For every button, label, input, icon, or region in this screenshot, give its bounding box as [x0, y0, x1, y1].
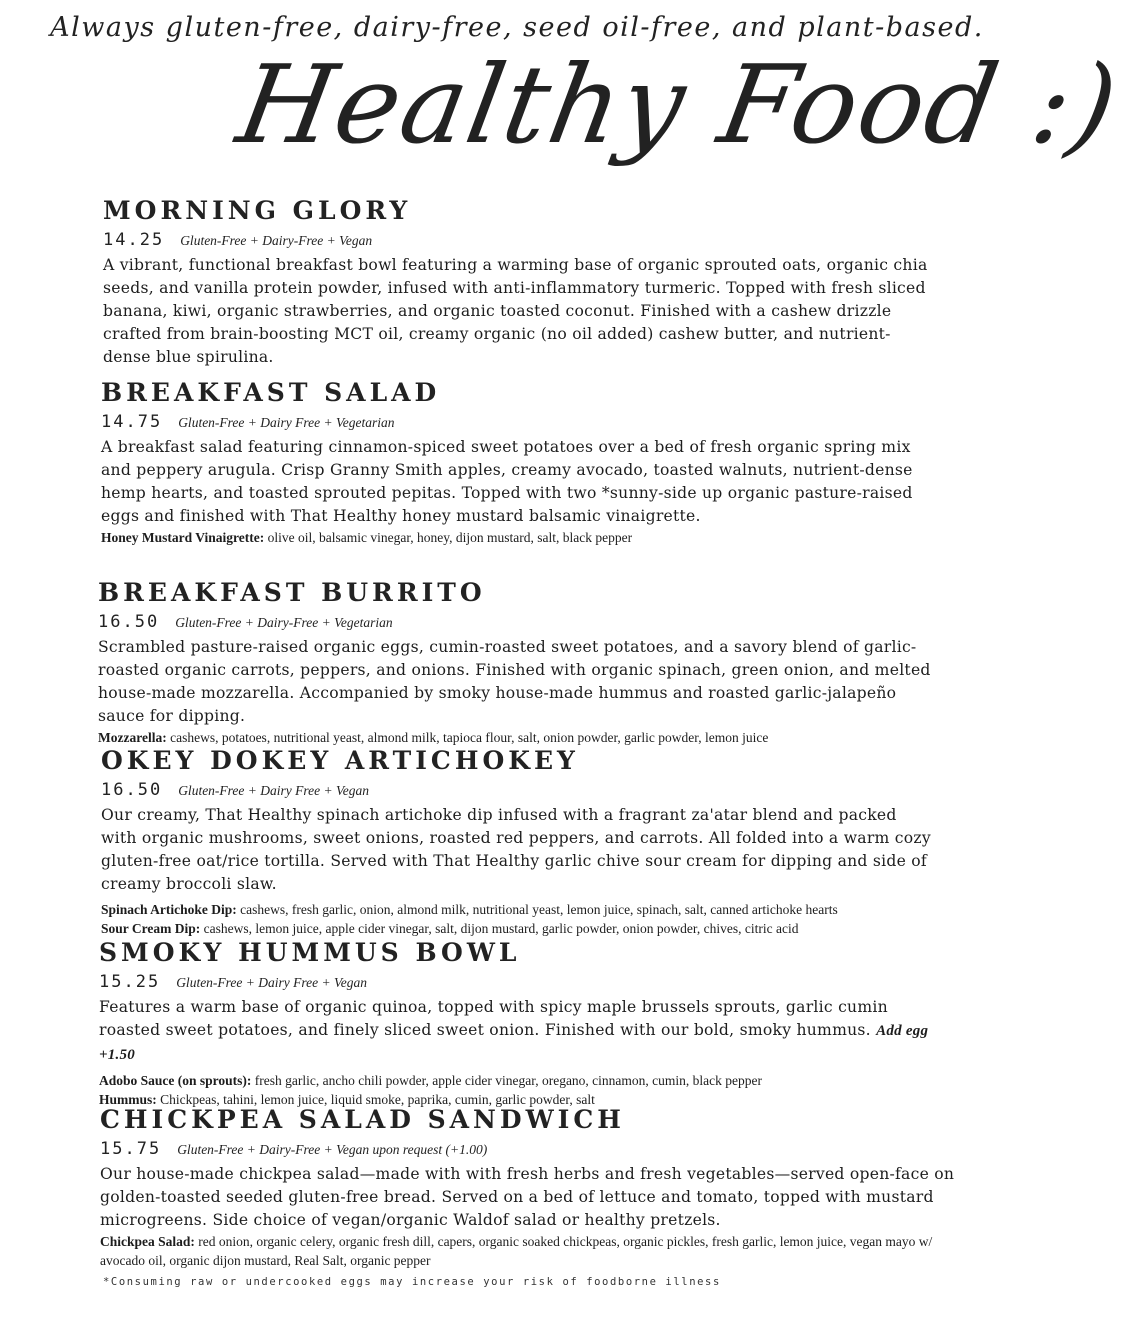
item-name: CHICKPEA SALAD SANDWICH	[100, 1105, 625, 1134]
ingredient-text: cashews, lemon juice, apple cider vinegar, salt, dijon mustard, garlic powder, onion powder, chives, citric acid	[203, 921, 799, 936]
ingredient-label: Adobo Sauce (on sprouts):	[99, 1073, 252, 1088]
description-text: Features a warm base of organic quinoa, topped with spicy maple brussels sprouts, garlic cumin roasted sweet potatoes, and finely sliced sweet onion. Finished with our bold, smoky hummus.	[99, 998, 888, 1039]
price-row	[98, 610, 938, 635]
dietary-tags: Gluten-Free + Dairy Free + Vegetarian	[178, 415, 395, 430]
dietary-tags: Gluten-Free + Dairy Free + Vegan	[178, 783, 369, 798]
item-description	[99, 996, 929, 1067]
ingredient-text: red onion, organic celery, organic fresh dill, capers, organic soaked chickpeas, organic pickles, fresh garlic, lemon juice, vegan mayo w/ avocado oil, organic dijon mustard, Real Salt, organic pepper	[100, 1234, 933, 1268]
ingredient-line	[101, 528, 921, 547]
egg-disclaimer: *Consuming raw or undercooked eggs may increase your risk of foodborne illness	[103, 1276, 721, 1288]
menu-title: Healthy Food :)	[229, 43, 1128, 168]
item-description: A vibrant, functional breakfast bowl featuring a warming base of organic sprouted oats, organic chia seeds, and vanilla protein powder, infused with anti-inflammatory turmeric. Topped with fresh sliced banana, kiwi, organic strawberries, and organic toasted coconut. Finished with a cashew drizzle crafted from brain-boosting MCT oil, creamy organic (no oil added) cashew butter, and nutrient-dense blue spirulina.	[103, 256, 928, 366]
item-price: 15.75	[100, 1139, 162, 1159]
ingredient-label: Honey Mustard Vinaigrette:	[101, 530, 265, 545]
dietary-tags: Gluten-Free + Dairy Free + Vegan	[176, 975, 367, 990]
dietary-tags: Gluten-Free + Dairy-Free + Vegetarian	[175, 615, 393, 630]
ingredient-text: cashews, potatoes, nutritional yeast, almond milk, tapioca flour, salt, onion powder, garlic powder, lemon juice	[170, 730, 769, 745]
ingredient-line	[100, 1232, 980, 1270]
item-description: A breakfast salad featuring cinnamon-spiced sweet potatoes over a bed of fresh organic spring mix and peppery arugula. Crisp Granny Smith apples, creamy avocado, toasted walnuts, nutrient-dense hemp hearts, and toasted sprouted pepitas. Topped with two *sunny-side up organic pasture-raised eggs and finished with That Healthy honey mustard balsamic vinaigrette.	[101, 438, 913, 525]
menu-item-chickpea-salad-sandwich	[100, 1105, 980, 1270]
ingredient-line	[101, 900, 971, 919]
dietary-tags: Gluten-Free + Dairy-Free + Vegan upon request (+1.00)	[177, 1142, 488, 1157]
ingredient-label: Spinach Artichoke Dip:	[101, 902, 237, 917]
add-egg-option: Add egg +1.50	[99, 1023, 929, 1063]
price-row	[103, 228, 933, 253]
item-price: 14.75	[101, 412, 163, 432]
price-row	[101, 410, 921, 435]
item-price: 16.50	[101, 780, 163, 800]
price-row	[100, 1137, 980, 1162]
ingredient-text: Chickpeas, tahini, lemon juice, liquid smoke, paprika, cumin, garlic powder, salt	[160, 1092, 595, 1107]
item-name: MORNING GLORY	[103, 196, 412, 225]
ingredient-text: fresh garlic, ancho chili powder, apple cider vinegar, oregano, cinnamon, cumin, black pepper	[254, 1073, 763, 1088]
menu-item-smoky-hummus-bowl	[99, 938, 929, 1109]
item-description: Scrambled pasture-raised organic eggs, cumin-roasted sweet potatoes, and a savory blend of garlic-roasted organic carrots, peppers, and onions. Finished with organic spinach, green onion, and melted house-made mozzarella. Accompanied by smoky house-made hummus and roasted garlic-jalapeño sauce for dipping.	[98, 638, 931, 725]
item-description: Our creamy, That Healthy spinach artichoke dip infused with a fragrant za'atar blend and packed with organic mushrooms, sweet onions, roasted red peppers, and carrots. All folded into a warm cozy gluten-free oat/rice tortilla. Served with That Healthy garlic chive sour cream for dipping and side of creamy broccoli slaw.	[101, 806, 931, 893]
menu-item-breakfast-salad	[101, 378, 921, 547]
item-price: 15.25	[99, 972, 161, 992]
menu-item-okey-dokey-artichokey	[101, 746, 971, 938]
ingredient-line	[98, 728, 938, 747]
item-name: SMOKY HUMMUS BOWL	[99, 938, 521, 967]
item-price: 14.25	[103, 230, 165, 250]
menu-item-morning-glory	[103, 196, 933, 369]
ingredient-line	[99, 1071, 929, 1090]
ingredient-line	[101, 919, 971, 938]
price-row	[99, 970, 929, 995]
price-row	[101, 778, 971, 803]
ingredient-text: cashews, fresh garlic, onion, almond milk, nutritional yeast, lemon juice, spinach, salt, canned artichoke hearts	[240, 902, 838, 917]
ingredient-label: Sour Cream Dip:	[101, 921, 201, 936]
item-name: BREAKFAST BURRITO	[98, 578, 486, 607]
tagline: Always gluten-free, dairy-free, seed oil-free, and plant-based.	[50, 12, 984, 43]
ingredient-text: olive oil, balsamic vinegar, honey, dijon mustard, salt, black pepper	[267, 530, 633, 545]
ingredient-label: Chickpea Salad:	[100, 1234, 195, 1249]
ingredient-label: Mozzarella:	[98, 730, 167, 745]
item-name: BREAKFAST SALAD	[101, 378, 441, 407]
item-name: OKEY DOKEY ARTICHOKEY	[101, 746, 579, 775]
item-price: 16.50	[98, 612, 160, 632]
item-description: Our house-made chickpea salad—made with with fresh herbs and fresh vegetables—served open-face on golden-toasted seeded gluten-free bread. Served on a bed of lettuce and tomato, topped with mustard microgreens. Side choice of vegan/organic Waldof salad or healthy pretzels.	[100, 1165, 955, 1229]
ingredient-label: Hummus:	[99, 1092, 157, 1107]
dietary-tags: Gluten-Free + Dairy-Free + Vegan	[180, 233, 373, 248]
menu-item-breakfast-burrito	[98, 578, 938, 747]
